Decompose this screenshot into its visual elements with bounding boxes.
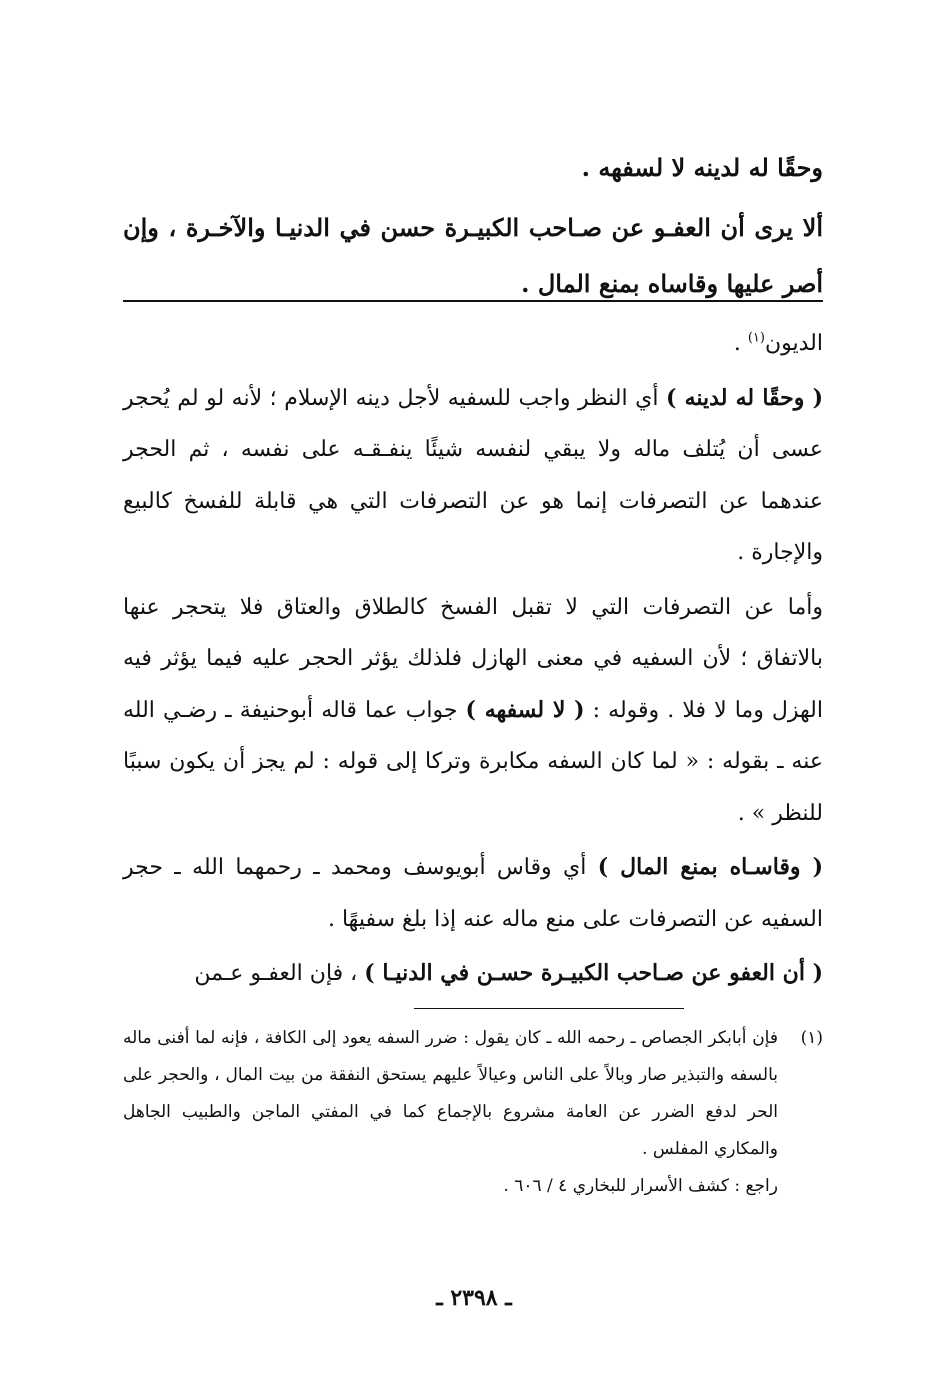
commentary-text: أي النظر واجب للسفيه لأجل دينه الإسلام ؛ لأنه لو لم يُحجر عسى أن يُتلف ماله ولا يبقي لنفسه شيئًا ينفـقـه على نفسه ، ثم الحجر عندهما عن التصرفات إنما هو عن التصرفات التي هي قابلة للفسخ كالبيع والإجارة . — [123, 385, 823, 565]
commentary-lemma: ( وقاسـاه بمنع المال ) — [597, 854, 823, 880]
commentary-text: جواب عما قاله أبوحنيفة ـ رضـي الله عنه ـ بقوله : « لما كان السفه مكابرة وتركا إلى قوله : لم يجز أن يكون سببًا للنظر » . — [123, 697, 823, 826]
footnote-reference-source: راجع : كشف الأسرار للبخاري ٤ / ٦٠٦ . — [503, 1176, 778, 1196]
commentary-lemma: ( لا لسفهه ) — [465, 696, 585, 723]
commentary-paragraph-1 — [123, 373, 823, 579]
footnote-text: فإن أبابكر الجصاص ـ رحمه الله ـ كان يقول : ضرر السفه يعود إلى الكافة ، فإنه لما أفنى ماله بالسفه والتبذير صار وبالاً على الناس وعيالاً عليهم يستحق النفقة من بيت المال ، والحجر على الحر لدفع الضرر عن العامة مشروع بالإجماع كما في المفتي الماجن والطبيب الجاهل والمكاري المفلس . — [123, 1028, 778, 1159]
matn-line: وحقًا له لدينه لا لسفهه . — [581, 153, 823, 182]
commentary-text: وأما عن التصرفات التي لا تقبل الفسخ كالطلاق والعتاق فلا يتحجر عنها بالاتفاق ؛ لأن السفيه في معنى الهازل فلذلك يؤثر الحجر عليه فيما يؤثر فيه الهزل وما لا فلا . وقوله : — [123, 594, 823, 723]
footnote-reference: (١) — [747, 330, 765, 346]
commentary-text: أي وقاس أبويوسف ومحمد ـ رحمهما الله ـ حجر السفيه عن التصرفات على منع ماله عنه إذا بلغ سفيهًا . — [123, 855, 823, 932]
commentary-paragraph-4 — [123, 948, 823, 1000]
commentary-lemma: ( وحقًا له لدينه ) — [666, 384, 823, 411]
commentary-text-block — [123, 318, 823, 1003]
footnote-number: (١) — [800, 1028, 823, 1048]
commentary-paragraph-2 — [123, 582, 823, 840]
commentary-text: ، فإن العفـو عـمن — [194, 961, 365, 986]
footnote-block — [123, 1020, 823, 1205]
matn-paragraph: ألا يرى أن العفـو عن صـاحب الكبيـرة حسن في الدنيـا والآخـرة ، وإن أصر عليها وقاساه بمنع المال . — [123, 213, 823, 298]
page-number: ـ ٢٣٩٨ ـ — [436, 1285, 512, 1311]
matn-separator-rule — [123, 300, 823, 302]
commentary-text: . — [733, 331, 748, 356]
footnote-separator-rule — [414, 1008, 684, 1009]
commentary-paragraph-3 — [123, 842, 823, 945]
commentary-paragraph-0 — [123, 318, 823, 370]
commentary-lemma: ( أن العفو عن صـاحب الكبيـرة حسـن في الدنيـا ) — [364, 960, 823, 986]
commentary-text: الديون — [764, 331, 823, 356]
matn-text-block — [123, 140, 823, 316]
